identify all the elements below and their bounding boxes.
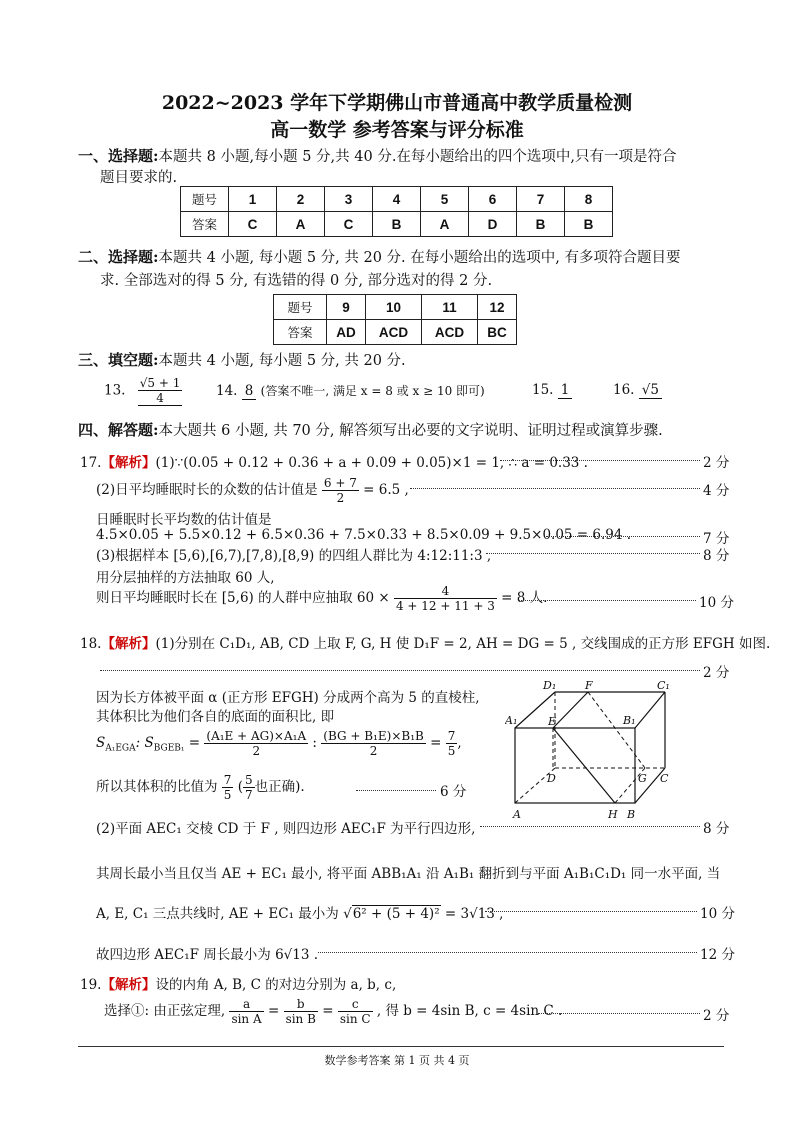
q19-line-1: 19.【解析】设的内角 A, B, C 的对边分别为 a, b, c,	[80, 977, 397, 993]
edge-FG	[588, 692, 645, 768]
q18-line-3: 其体积比为他们各自的底面的面积比, 即	[96, 709, 335, 725]
dot-leader	[486, 553, 700, 554]
table-cell: 5	[421, 187, 469, 212]
edge-EH	[553, 728, 615, 803]
dot-leader	[500, 460, 700, 461]
label-H: H	[608, 808, 618, 821]
table-cell: C	[229, 212, 277, 237]
q17-line-3: 日睡眠时长平均数的估计值是	[96, 512, 272, 528]
section-1-text: 题目要求的.	[100, 170, 178, 186]
score: 8 分	[703, 548, 730, 564]
score: 10 分	[700, 906, 735, 922]
label-A1: A₁	[505, 714, 518, 727]
dot-leader	[318, 952, 697, 953]
front-face	[515, 728, 635, 803]
table-cell: A	[421, 212, 469, 237]
score: 6 分	[440, 784, 467, 800]
score: 7 分	[703, 531, 730, 547]
q17-line-1: 17.【解析】(1)∵(0.05 + 0.12 + 0.36 + a + 0.09 + 0.05)×1 = 1, ∴ a = 0.33 .	[80, 455, 588, 471]
dot-leader	[546, 536, 700, 537]
table-cell: 7	[517, 187, 565, 212]
table-cell: C	[325, 212, 373, 237]
table-cell: 6	[469, 187, 517, 212]
section-2-heading: 二、选择题:本题共 4 小题, 每小题 5 分, 共 20 分. 在每小题给出的选项中, 有多项符合题目要	[78, 248, 681, 266]
table-cell: ACD	[421, 320, 477, 345]
table-cell: A	[277, 212, 325, 237]
answer-15: 15. 1	[532, 382, 572, 398]
label-D: D	[547, 772, 556, 785]
q17-line-6: 用分层抽样的方法抽取 60 人,	[96, 570, 275, 586]
dot-leader	[538, 1013, 700, 1014]
table-header: 答案	[274, 320, 327, 345]
dot-leader	[480, 826, 700, 827]
table-cell: B	[565, 212, 613, 237]
score: 8 分	[703, 821, 730, 837]
table-cell: B	[373, 212, 421, 237]
answer-13: 13. $\frac{√5 + 1}{4}$	[104, 376, 181, 405]
table-cell: 11	[421, 295, 477, 320]
table-cell: ACD	[366, 320, 422, 345]
score: 2 分	[703, 455, 730, 471]
score: 2 分	[703, 1008, 730, 1024]
table-cell: 12	[477, 295, 516, 320]
dot-leader	[356, 790, 436, 791]
q18-line-5: 所以其体积的比值为 $\frac{7}{5}$ ( $\frac{5}{7}$ 也正确).	[96, 773, 305, 802]
q17-line-5: (3)根据样本 [5,6),[6,7),[7,8),[8,9) 的四组人群比为 4:12:11:3 ,	[96, 548, 492, 564]
section-4-heading: 四、解答题:本大题共 6 小题, 共 70 分, 解答须写出必要的文字说明、证明过程或演算步骤.	[78, 421, 663, 439]
q18-line-9: 故四边形 AEC₁F 周长最小为 6√13 .	[96, 947, 319, 963]
score: 4 分	[703, 483, 730, 499]
label-B: B	[627, 808, 636, 821]
q18-line-1: 18.【解析】(1)分别在 C₁D₁, AB, CD 上取 F, G, H 使 D₁F = 2, AH = DG = 5 , 交线围成的正方形 EFGH 如图.	[80, 636, 771, 652]
q18-line-2: 因为长方体被平面 α (正方形 EFGH) 分成两个高为 5 的直棱柱,	[96, 690, 480, 706]
table-cell: 2	[277, 187, 325, 212]
answer-table-2	[273, 294, 517, 345]
table-header: 答案	[181, 212, 229, 237]
table-cell: B	[517, 212, 565, 237]
label-C1: C₁	[657, 679, 670, 692]
q19-line-2: 选择①: 由正弦定理, $\frac{a}{\text{sin A}}$ = $\frac{b}{\text{sin B}}$ = $\frac{c}{\text{sin C}}$ , 得 b = 4sin B, c = 4sin C .	[104, 997, 563, 1026]
table-header: 题号	[181, 187, 229, 212]
table-cell: AD	[327, 320, 366, 345]
footer-divider	[78, 1046, 724, 1047]
table-cell: 9	[327, 295, 366, 320]
section-2-text: 求. 全部选对的得 5 分, 有选错的得 0 分, 部分选对的得 2 分.	[100, 273, 493, 289]
label-A: A	[513, 808, 521, 821]
page-subtitle: 高一数学 参考答案与评分标准	[270, 119, 524, 141]
dot-leader	[410, 488, 700, 489]
q18-line-8: A, E, C₁ 三点共线时, AE + EC₁ 最小为 √6² + (5 + 4)² = 3√13 ,	[96, 906, 504, 922]
q18-line-4: $S_{A_1EGA}$: $S_{BGEB_1}$ = $\frac{\text{(A₁E + AG)×A₁A}}{2}$ : $\frac{\text{(BG + B₁E)×B₁B}}{2}$ = $\frac{7}{5}$ ,	[96, 729, 462, 758]
q17-line-7: 则日平均睡眠时长在 [5,6) 的人群中应抽取 60 × $\frac{4}{4 + 12 + 11 + 3}$ = 8 人.	[96, 584, 548, 613]
q17-line-2: (2)日平均睡眠时长的众数的估计值是 $\frac{6 + 7}{2}$ = 6.5 ,	[96, 476, 409, 505]
table-cell: 3	[325, 187, 373, 212]
dot-leader	[100, 670, 700, 671]
answer-table-1	[180, 186, 613, 237]
section-3-heading: 三、填空题:本题共 4 小题, 每小题 5 分, 共 20 分.	[78, 351, 406, 369]
table-header: 题号	[274, 295, 327, 320]
score: 2 分	[703, 665, 730, 681]
page-footer: 数学参考答案 第 1 页 共 4 页	[324, 1054, 470, 1067]
table-cell: D	[469, 212, 517, 237]
edge	[635, 692, 665, 728]
section-1-heading: 一、选择题:本题共 8 小题,每小题 5 分,共 40 分.在每小题给出的四个选项中,只有一项是符合	[78, 147, 677, 165]
edge-EF	[553, 692, 588, 728]
dot-leader	[485, 911, 697, 912]
label-B1: B₁	[623, 714, 636, 727]
q18-line-7: 其周长最小当且仅当 AE + EC₁ 最小, 将平面 ABB₁A₁ 沿 A₁B₁ 翻折到与平面 A₁B₁C₁D₁ 同一水平面, 当	[96, 866, 721, 882]
table-cell: 8	[565, 187, 613, 212]
q18-line-6: (2)平面 AEC₁ 交棱 CD 于 F , 则四边形 AEC₁F 为平行四边形,	[96, 821, 476, 837]
table-cell: 1	[229, 187, 277, 212]
label-G: G	[638, 772, 647, 785]
label-F: F	[585, 679, 593, 692]
label-D1: D₁	[543, 679, 557, 692]
score: 10 分	[699, 595, 734, 611]
cuboid-figure	[505, 678, 685, 823]
table-cell: BC	[477, 320, 516, 345]
score: 12 分	[700, 947, 735, 963]
label-E: E	[548, 715, 557, 728]
table-cell: 4	[373, 187, 421, 212]
page-title: 2022~2023 学年下学期佛山市普通高中教学质量检测	[161, 92, 633, 114]
answer-14: 14. 8 (答案不唯一, 满足 x = 8 或 x ≥ 10 即可)	[216, 383, 485, 399]
label-C: C	[660, 772, 669, 785]
q17-line-4: 4.5×0.05 + 5.5×0.12 + 6.5×0.36 + 7.5×0.33 + 8.5×0.09 + 9.5×0.05 = 6.94 .	[96, 527, 632, 543]
answer-16: 16. √5	[613, 382, 662, 398]
dot-leader	[518, 600, 696, 601]
table-cell: 10	[366, 295, 422, 320]
